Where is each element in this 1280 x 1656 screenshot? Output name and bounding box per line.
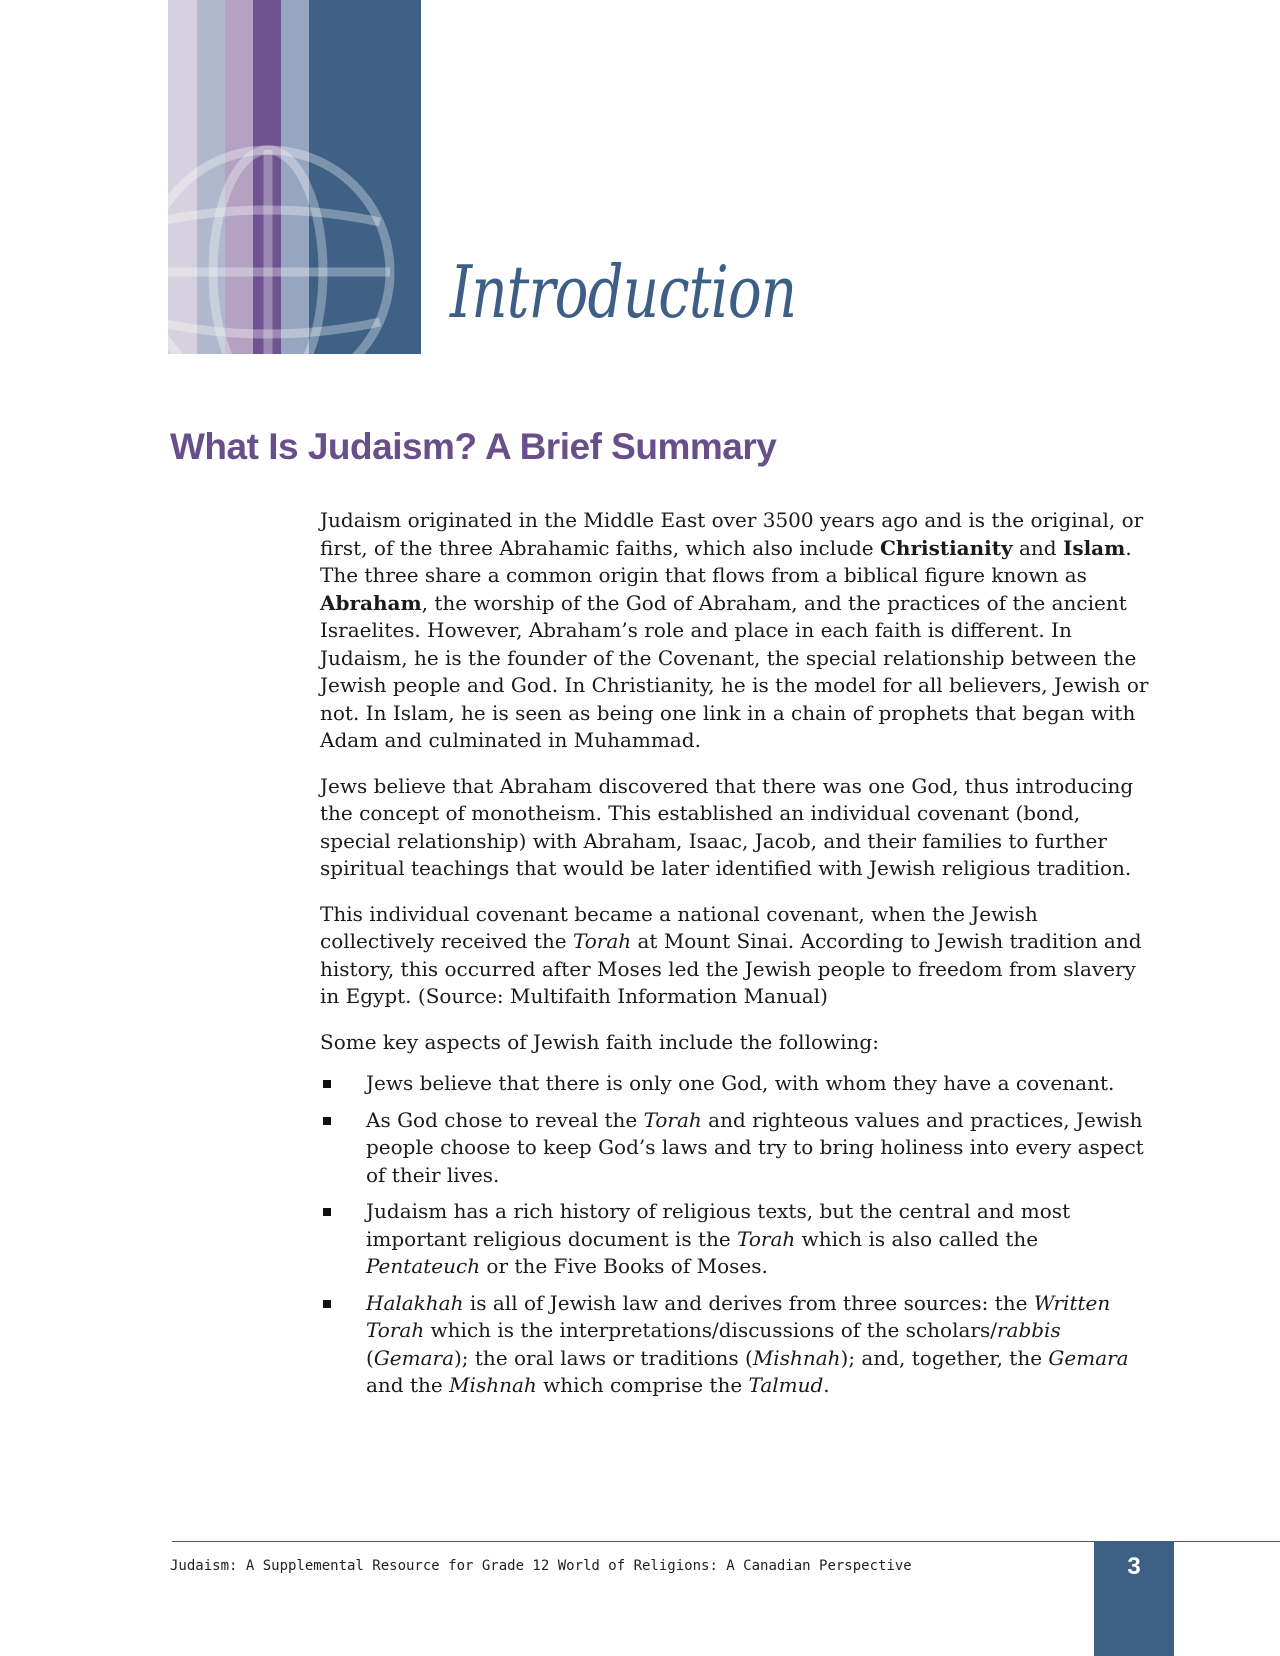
square-bullet-icon (323, 1080, 331, 1088)
list-item: As God chose to reveal the Torah and righteous values and practices, Jewish people choose to keep God’s laws and try to bring holiness into every aspect of their lives. (320, 1107, 1150, 1190)
paragraph: Jews believe that Abraham discovered that there was one God, thus introducing the concept of monotheism. This established an individual covenant (bond, special relationship) with Abraham, Isaac, Jacob, and their families to further spiritual teachings that would be later identified with Jewish religious tradition. (320, 773, 1134, 880)
list-item: Jews believe that there is only one God, with whom they have a covenant. (320, 1070, 1150, 1098)
paragraph: Some key aspects of Jewish faith include the following: (320, 1029, 879, 1054)
list-item: Halakhah is all of Jewish law and derives from three sources: the Written Torah which is the interpretations/discussions of the scholars/rabbis (Gemara); the oral laws or traditions (Mishnah); and, together, the Gemara and the Mishnah which comprise the Talmud. (320, 1290, 1150, 1400)
square-bullet-icon (323, 1208, 331, 1216)
square-bullet-icon (323, 1117, 331, 1125)
header-banner (168, 0, 421, 354)
page-number: 3 (1127, 1553, 1141, 1580)
list-item: Judaism has a rich history of religious texts, but the central and most important religious document is the Torah which is also called the Pentateuch or the Five Books of Moses. (320, 1198, 1150, 1281)
footer-text: Judaism: A Supplemental Resource for Grade 12 World of Religions: A Canadian Perspective (170, 1558, 912, 1574)
square-bullet-icon (323, 1300, 331, 1308)
body-content (320, 507, 1150, 1409)
section-heading: What Is Judaism? A Brief Summary (170, 426, 777, 467)
chapter-title: Introduction (450, 250, 797, 334)
key-aspects-list (320, 1070, 1150, 1400)
globe-icon (168, 0, 421, 354)
paragraph: This individual covenant became a national covenant, when the Jewish collectively received the Torah at Mount Sinai. According to Jewish tradition and history, this occurred after Moses led the Jewish people to freedom from slavery in Egypt. (Source: Multifaith Information Manual) (320, 901, 1142, 1008)
paragraph: Judaism originated in the Middle East over 3500 years ago and is the original, or first, of the three Abrahamic faiths, which also include Christianity and Islam. The three share a common origin that flows from a biblical figure known as Abraham, the worship of the God of Abraham, and the practices of the ancient Israelites. However, Abraham’s role and place in each faith is different. In Judaism, he is the founder of the Covenant, the special relationship between the Jewish people and God. In Christianity, he is the model for all believers, Jewish or not. In Islam, he is seen as being one link in a chain of prophets that began with Adam and culminated in Muhammad. (320, 508, 1149, 752)
page-number-tab (1094, 1541, 1174, 1656)
